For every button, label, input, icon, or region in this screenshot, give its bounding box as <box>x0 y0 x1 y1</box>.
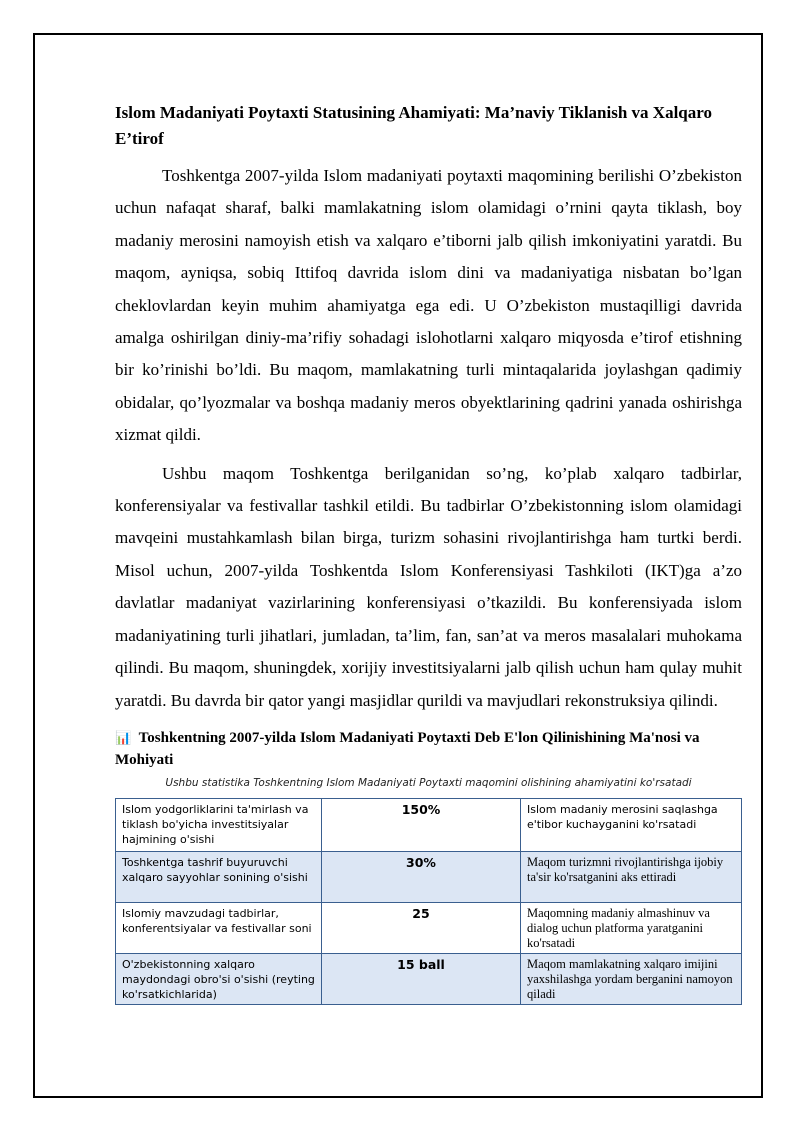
table-caption: Ushbu statistika Toshkentning Islom Madaniyati Poytaxti maqomini olishining ahamiyatini ko'rsatadi <box>165 776 692 789</box>
significance-cell: Islom madaniy merosini saqlashga e'tibor kuchayganini ko'rsatadi <box>521 798 742 851</box>
significance-cell: Maqom mamlakatning xalqaro imijini yaxshilashga yordam berganini namoyon qiladi <box>521 953 742 1004</box>
indicator-cell: O'zbekistonning xalqaro maydondagi obro'si o'sishi (reyting ko'rsatkichlarida) <box>116 953 322 1004</box>
section-heading: Islom Madaniyati Poytaxti Statusining Ahamiyati: Ma’naviy Tiklanish va Xalqaro E’tirof <box>115 103 712 148</box>
indicator-cell: Toshkentga tashrif buyuruvchi xalqaro sayyohlar sonining o'sishi <box>116 851 322 902</box>
value-cell: 25 <box>322 902 521 953</box>
indicator-cell: Islom yodgorliklarini ta'mirlash va tiklash bo'yicha investitsiyalar hajmining o'sishi <box>116 798 322 851</box>
statistics-table <box>115 798 742 1005</box>
table-row <box>116 798 742 851</box>
table-row <box>116 851 742 902</box>
value-cell: 15 ball <box>322 953 521 1004</box>
bar-chart-icon: 📊 <box>115 729 132 745</box>
table-title-text: Toshkentning 2007-yilda Islom Madaniyati Poytaxti Deb E'lon Qilinishining Ma'nosi va Mohiyati <box>115 729 700 768</box>
paragraph-1: Toshkentga 2007-yilda Islom madaniyati poytaxti maqomining berilishi O’zbekiston uchun nafaqat sharaf, balki mamlakatning islom olamidagi o’rnini qayta tiklash, boy madaniy merosini namoyish etish va xalqaro e’tiborni jalb qilish imkoniyatini yaratdi. Bu maqom, ayniqsa, sobiq Ittifoq davrida islom dini va madaniyatiga nisbatan bo’lgan cheklovlardan keyin muhim ahamiyatga ega edi. U O’zbekiston mustaqilligi davrida amalga oshirilgan diniy-ma’rifiy sohadagi islohotlarni xalqaro miqyosda e’tirof etishning bir ko’rinishi bo’ldi. Bu maqom, mamlakatning turli mintaqalarida joylashgan qadimiy obidalar, qo’lyozmalar va boshqa madaniy meros obyektlarining qadrini yanada oshirishga xizmat qildi. <box>115 166 742 445</box>
table-row <box>116 902 742 953</box>
significance-cell: Maqomning madaniy almashinuv va dialog uchun platforma yaratganini ko'rsatadi <box>521 902 742 953</box>
indicator-cell: Islomiy mavzudagi tadbirlar, konferentsiyalar va festivallar soni <box>116 902 322 953</box>
paragraph-2: Ushbu maqom Toshkentga berilganidan so’ng, ko’plab xalqaro tadbirlar, konferensiyalar va festivallar tashkil etildi. Bu tadbirlar O’zbekistonning islom olamidagi mavqeini mustahkamlash bilan birga, turizm sohasini rivojlantirishga ham turtki berdi. Misol uchun, 2007-yilda Toshkentda Islom Konferensiyasi Tashkiloti (IKT)ga a’zo davlatlar madaniyat vazirlarining konferensiyasi o’tkazildi. Bu konferensiyada islom madaniyatining turli jihatlari, jumladan, ta’lim, fan, san’at va meros masalalari muhokama qilindi. Bu maqom, shuningdek, xorijiy investitsiyalarni jalb qilish uchun ham qulay muhit yaratdi. Bu davrda bir qator yangi masjidlar qurildi va mavjudlari rekonstruksiya qilindi. <box>115 463 742 710</box>
value-cell: 150% <box>322 798 521 851</box>
table-title <box>115 727 742 771</box>
document-body <box>115 100 742 1005</box>
significance-cell: Maqom turizmni rivojlantirishga ijobiy ta'sir ko'rsatganini aks ettiradi <box>521 851 742 902</box>
table-row <box>116 953 742 1004</box>
value-cell: 30% <box>322 851 521 902</box>
